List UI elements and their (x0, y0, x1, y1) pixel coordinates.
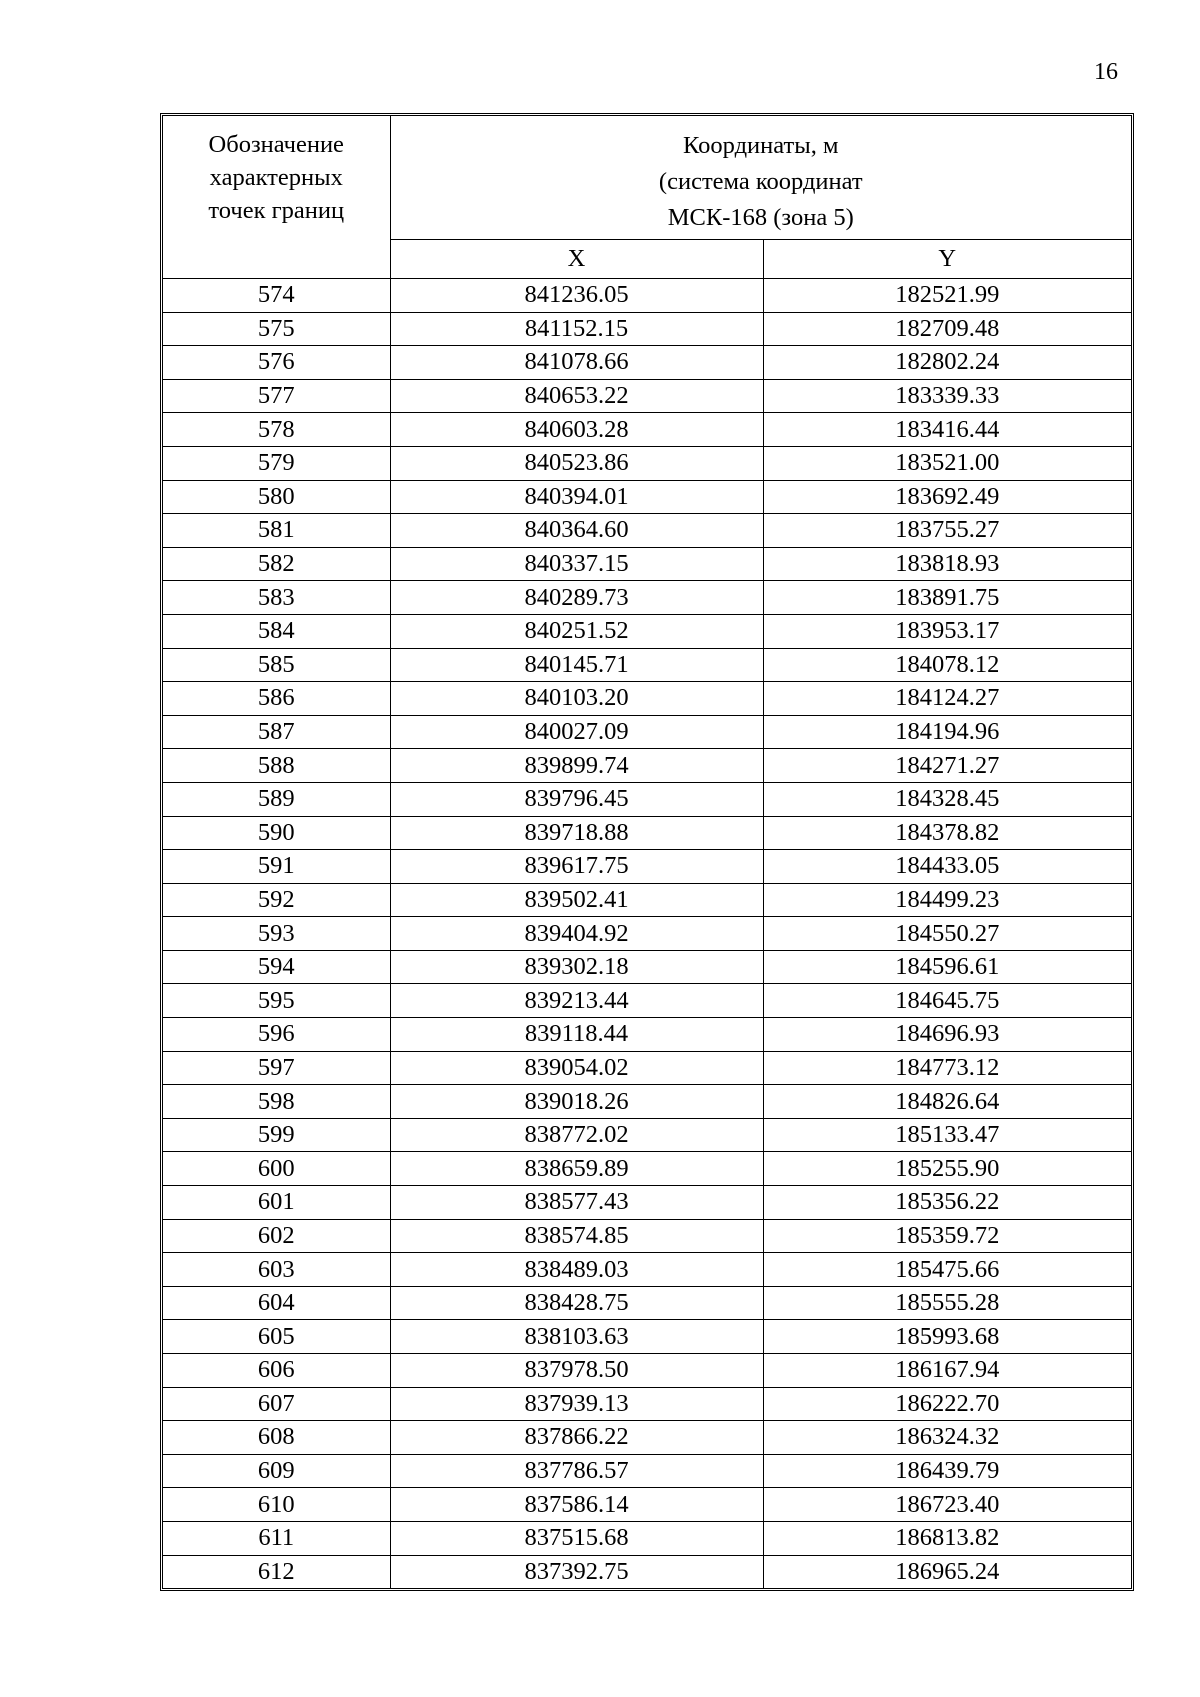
point-cell: 594 (163, 950, 390, 984)
x-cell: 840394.01 (390, 480, 763, 514)
table-row (163, 614, 1131, 648)
point-cell: 577 (163, 379, 390, 413)
y-cell: 185133.47 (763, 1118, 1131, 1152)
table-row (163, 1320, 1131, 1354)
point-cell: 575 (163, 312, 390, 346)
point-cell: 591 (163, 850, 390, 884)
y-cell: 184271.27 (763, 749, 1131, 783)
table-row (163, 1454, 1131, 1488)
x-cell: 840364.60 (390, 514, 763, 548)
x-cell: 837392.75 (390, 1555, 763, 1588)
x-cell: 840145.71 (390, 648, 763, 682)
table-row (163, 1387, 1131, 1421)
table-row (163, 1354, 1131, 1388)
point-cell: 596 (163, 1018, 390, 1052)
y-cell: 184499.23 (763, 883, 1131, 917)
x-cell: 839213.44 (390, 984, 763, 1018)
point-header-line-1: Обозначение (208, 131, 344, 158)
y-cell: 182521.99 (763, 279, 1131, 313)
x-cell: 837586.14 (390, 1488, 763, 1522)
x-cell: 839302.18 (390, 950, 763, 984)
point-cell: 605 (163, 1320, 390, 1354)
table-row (163, 547, 1131, 581)
y-cell: 182709.48 (763, 312, 1131, 346)
coords-header-line-2: (система координат (658, 168, 863, 195)
point-cell: 606 (163, 1354, 390, 1388)
table-row (163, 480, 1131, 514)
point-header-line-3: точек границ (208, 197, 345, 224)
point-cell: 608 (163, 1421, 390, 1455)
y-cell: 186813.82 (763, 1521, 1131, 1555)
y-cell: 184696.93 (763, 1018, 1131, 1052)
y-cell: 183692.49 (763, 480, 1131, 514)
x-cell: 837978.50 (390, 1354, 763, 1388)
x-cell: 839718.88 (390, 816, 763, 850)
x-cell: 841236.05 (390, 279, 763, 313)
point-cell: 598 (163, 1085, 390, 1119)
y-cell: 184378.82 (763, 816, 1131, 850)
table-row (163, 1118, 1131, 1152)
point-cell: 586 (163, 682, 390, 716)
point-cell: 576 (163, 346, 390, 380)
point-cell: 578 (163, 413, 390, 447)
point-cell: 588 (163, 749, 390, 783)
point-cell: 583 (163, 581, 390, 615)
table-row (163, 782, 1131, 816)
table-row (163, 1152, 1131, 1186)
point-cell: 589 (163, 782, 390, 816)
table-row (163, 883, 1131, 917)
y-cell: 186167.94 (763, 1354, 1131, 1388)
x-cell: 840337.15 (390, 547, 763, 581)
y-cell: 186324.32 (763, 1421, 1131, 1455)
x-cell: 840653.22 (390, 379, 763, 413)
y-cell: 183818.93 (763, 547, 1131, 581)
table-row (163, 312, 1131, 346)
table-row (163, 1085, 1131, 1119)
y-cell: 186439.79 (763, 1454, 1131, 1488)
point-cell: 585 (163, 648, 390, 682)
coordinates-column-header (390, 116, 1131, 240)
y-cell: 185356.22 (763, 1186, 1131, 1220)
table-row (163, 379, 1131, 413)
y-cell: 184773.12 (763, 1051, 1131, 1085)
coordinates-table (163, 116, 1131, 1588)
y-cell: 185475.66 (763, 1253, 1131, 1287)
point-cell: 607 (163, 1387, 390, 1421)
table-row (163, 1051, 1131, 1085)
x-cell: 839899.74 (390, 749, 763, 783)
point-cell: 603 (163, 1253, 390, 1287)
table-row (163, 1286, 1131, 1320)
point-cell: 604 (163, 1286, 390, 1320)
point-cell: 612 (163, 1555, 390, 1588)
point-cell: 611 (163, 1521, 390, 1555)
x-cell: 838659.89 (390, 1152, 763, 1186)
page-number: 16 (1094, 59, 1118, 85)
x-cell: 839502.41 (390, 883, 763, 917)
table-row (163, 984, 1131, 1018)
point-cell: 581 (163, 514, 390, 548)
table-row (163, 749, 1131, 783)
point-cell: 580 (163, 480, 390, 514)
table-row (163, 917, 1131, 951)
x-cell: 838577.43 (390, 1186, 763, 1220)
y-cell: 185359.72 (763, 1219, 1131, 1253)
y-column-header: Y (763, 240, 1131, 279)
y-cell: 186723.40 (763, 1488, 1131, 1522)
x-cell: 840289.73 (390, 581, 763, 615)
x-cell: 840251.52 (390, 614, 763, 648)
point-cell: 592 (163, 883, 390, 917)
point-cell: 590 (163, 816, 390, 850)
table-row (163, 1488, 1131, 1522)
x-cell: 839617.75 (390, 850, 763, 884)
y-cell: 183891.75 (763, 581, 1131, 615)
y-cell: 186222.70 (763, 1387, 1131, 1421)
point-cell: 595 (163, 984, 390, 1018)
point-cell: 597 (163, 1051, 390, 1085)
point-column-header (163, 116, 390, 279)
point-cell: 593 (163, 917, 390, 951)
table-row (163, 581, 1131, 615)
table-row (163, 850, 1131, 884)
y-cell: 184433.05 (763, 850, 1131, 884)
y-cell: 185555.28 (763, 1286, 1131, 1320)
x-cell: 840523.86 (390, 446, 763, 480)
x-column-header: X (390, 240, 763, 279)
y-cell: 184596.61 (763, 950, 1131, 984)
x-cell: 839118.44 (390, 1018, 763, 1052)
y-cell: 184328.45 (763, 782, 1131, 816)
table-row (163, 715, 1131, 749)
y-cell: 185993.68 (763, 1320, 1131, 1354)
y-cell: 185255.90 (763, 1152, 1131, 1186)
y-cell: 182802.24 (763, 346, 1131, 380)
y-cell: 184194.96 (763, 715, 1131, 749)
coords-header-line-3: МСК-168 (зона 5) (667, 204, 854, 231)
x-cell: 837786.57 (390, 1454, 763, 1488)
point-cell: 582 (163, 547, 390, 581)
table-row (163, 1253, 1131, 1287)
point-cell: 587 (163, 715, 390, 749)
point-cell: 601 (163, 1186, 390, 1220)
y-cell: 184124.27 (763, 682, 1131, 716)
table-row (163, 1018, 1131, 1052)
x-cell: 839018.26 (390, 1085, 763, 1119)
coords-header-line-1: Координаты, м (683, 132, 839, 159)
x-cell: 838103.63 (390, 1320, 763, 1354)
y-cell: 184826.64 (763, 1085, 1131, 1119)
y-cell: 183416.44 (763, 413, 1131, 447)
x-cell: 838428.75 (390, 1286, 763, 1320)
x-cell: 839796.45 (390, 782, 763, 816)
table-row (163, 346, 1131, 380)
y-cell: 183339.33 (763, 379, 1131, 413)
table-row (163, 413, 1131, 447)
table-row (163, 1555, 1131, 1588)
table-header-row (163, 116, 1131, 240)
point-cell: 574 (163, 279, 390, 313)
y-cell: 183953.17 (763, 614, 1131, 648)
table-row (163, 1421, 1131, 1455)
x-cell: 837866.22 (390, 1421, 763, 1455)
x-cell: 841078.66 (390, 346, 763, 380)
point-cell: 579 (163, 446, 390, 480)
point-cell: 610 (163, 1488, 390, 1522)
x-cell: 840603.28 (390, 413, 763, 447)
x-cell: 837515.68 (390, 1521, 763, 1555)
table-row (163, 446, 1131, 480)
point-cell: 600 (163, 1152, 390, 1186)
x-cell: 837939.13 (390, 1387, 763, 1421)
point-cell: 599 (163, 1118, 390, 1152)
point-header-line-2: характерных (209, 164, 343, 191)
y-cell: 184078.12 (763, 648, 1131, 682)
point-cell: 602 (163, 1219, 390, 1253)
table-row (163, 514, 1131, 548)
table-row (163, 279, 1131, 313)
coordinates-table-frame (160, 113, 1134, 1591)
table-row (163, 950, 1131, 984)
table-row (163, 648, 1131, 682)
x-cell: 838772.02 (390, 1118, 763, 1152)
table-row (163, 1219, 1131, 1253)
y-cell: 183521.00 (763, 446, 1131, 480)
x-cell: 839404.92 (390, 917, 763, 951)
point-cell: 609 (163, 1454, 390, 1488)
y-cell: 184645.75 (763, 984, 1131, 1018)
table-row (163, 682, 1131, 716)
x-cell: 839054.02 (390, 1051, 763, 1085)
x-cell: 841152.15 (390, 312, 763, 346)
x-cell: 838489.03 (390, 1253, 763, 1287)
y-cell: 183755.27 (763, 514, 1131, 548)
y-cell: 184550.27 (763, 917, 1131, 951)
point-cell: 584 (163, 614, 390, 648)
y-cell: 186965.24 (763, 1555, 1131, 1588)
x-cell: 840027.09 (390, 715, 763, 749)
x-cell: 838574.85 (390, 1219, 763, 1253)
x-cell: 840103.20 (390, 682, 763, 716)
table-row (163, 816, 1131, 850)
table-row (163, 1186, 1131, 1220)
table-row (163, 1521, 1131, 1555)
